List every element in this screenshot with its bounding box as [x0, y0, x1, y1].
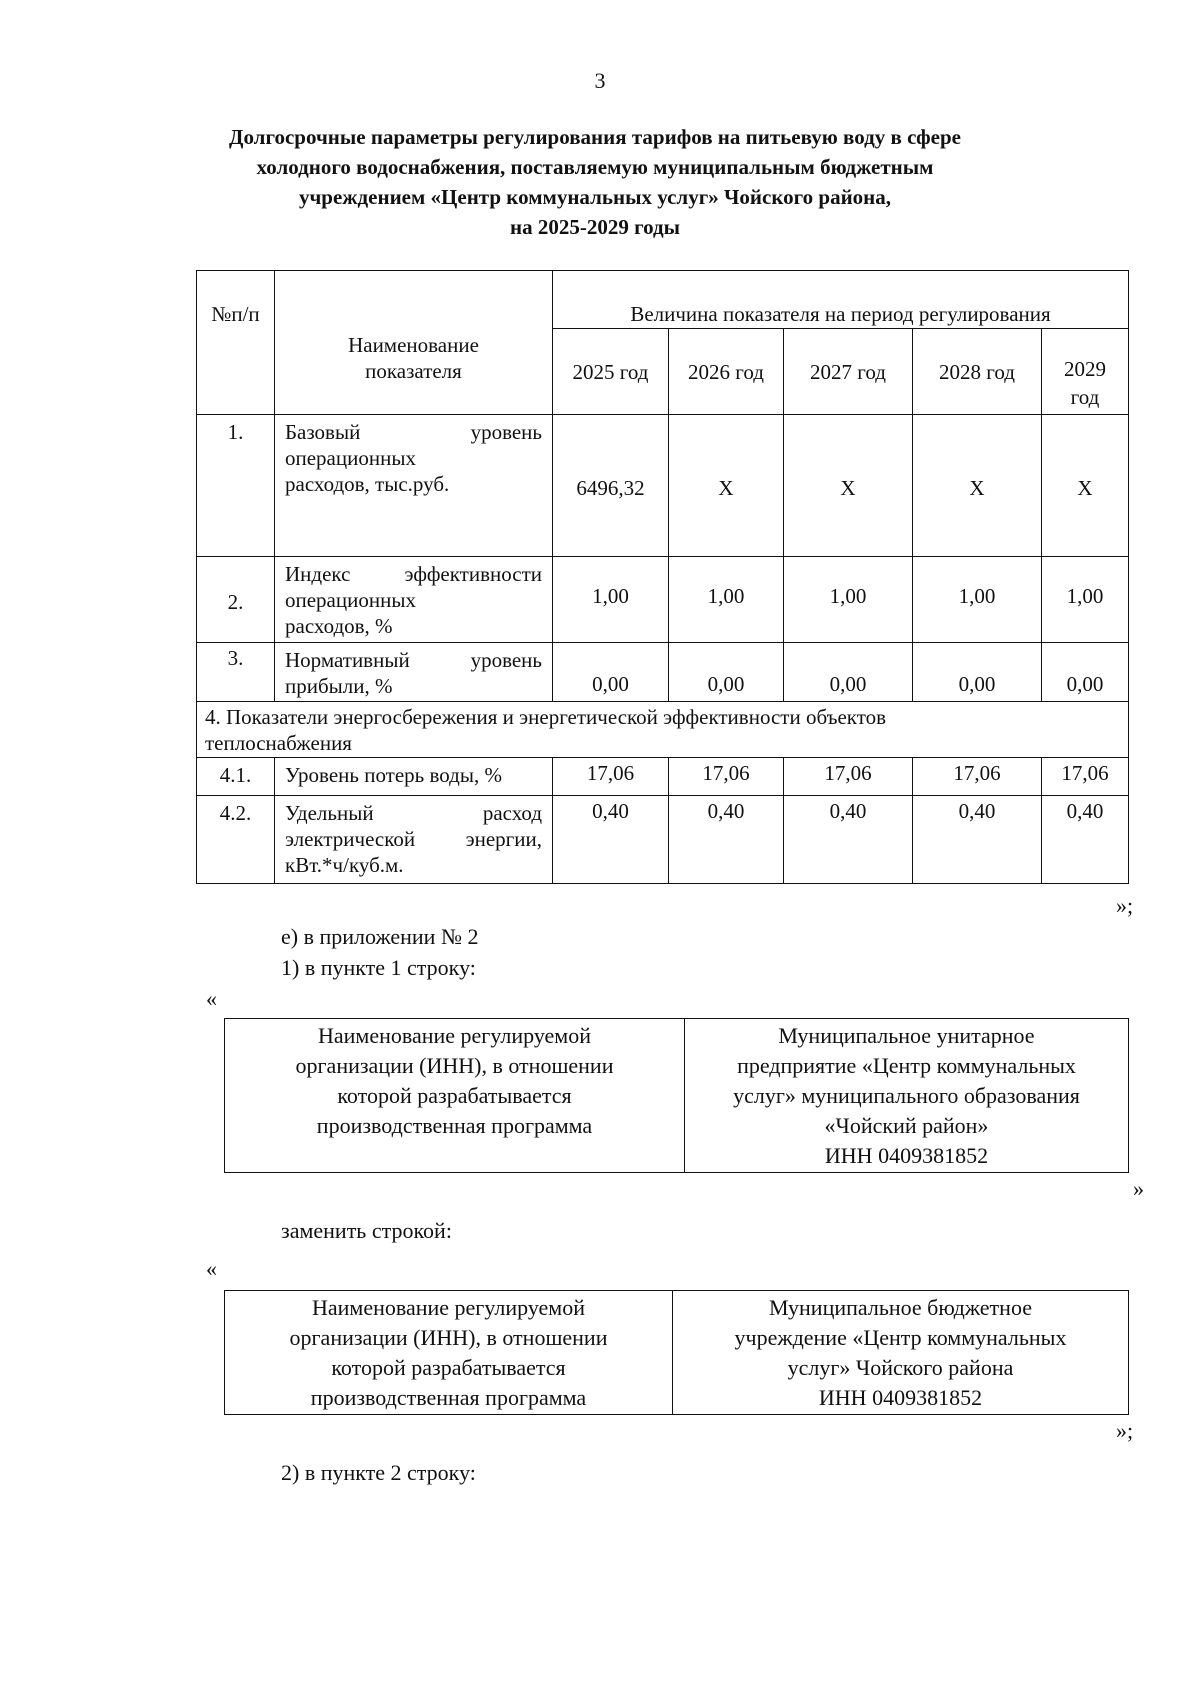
row-name-line: кВт.*ч/куб.м.	[285, 853, 404, 877]
title-line: на 2025-2029 годы	[509, 215, 681, 239]
row-name	[275, 557, 553, 643]
row-value: 1,00	[553, 557, 669, 643]
title-line: учреждением «Центр коммунальных услуг» Чойского района,	[298, 185, 892, 209]
row-name	[275, 415, 553, 557]
org-label-cell	[225, 1019, 685, 1173]
org-label-line: организации (ИНН), в отношении	[295, 1053, 614, 1078]
row-value: 1,00	[913, 557, 1042, 643]
org-label-line: которой разрабатывается	[331, 1355, 566, 1380]
row-name	[275, 758, 553, 796]
row-num: 2.	[197, 557, 275, 643]
table-row	[197, 415, 1129, 557]
row-value: 0,40	[784, 796, 913, 884]
row-value: 0,00	[1042, 643, 1129, 702]
header-num: №п/п	[197, 271, 275, 415]
header-group: Величина показателя на период регулирования	[553, 271, 1129, 329]
row-value: 0,40	[1042, 796, 1129, 884]
row-name-line: Индекс эффективности	[285, 562, 542, 586]
paragraph-2: 2) в пункте 2 строку:	[281, 1460, 476, 1485]
closing-quote: »	[1133, 1176, 1144, 1201]
org-label-cell	[225, 1291, 673, 1415]
row-value: 1,00	[669, 557, 784, 643]
row-value: 0,40	[669, 796, 784, 884]
org-value-line: ИНН 0409381852	[824, 1143, 989, 1168]
org-value-cell	[673, 1291, 1129, 1415]
paragraph-1: 1) в пункте 1 строку:	[281, 955, 476, 980]
row-value: 1,00	[784, 557, 913, 643]
row-name-line: операционных	[285, 446, 416, 470]
closing-quote: »;	[1116, 893, 1134, 918]
row-num: 4.2.	[197, 796, 275, 884]
org-value-line: ИНН 0409381852	[818, 1385, 983, 1410]
org-label-line: организации (ИНН), в отношении	[289, 1325, 608, 1350]
row-name-line: Базовый уровень	[285, 420, 542, 444]
org-label-line: Наименование регулируемой	[317, 1023, 591, 1048]
row-value: 0,00	[669, 643, 784, 702]
row-name-line: Уровень потерь воды, %	[285, 763, 502, 787]
tariff-parameters-table	[196, 270, 1129, 884]
row-name-line: расходов, %	[285, 614, 393, 638]
org-value-cell	[685, 1019, 1129, 1173]
row-value: Х	[913, 415, 1042, 557]
table-row	[197, 796, 1129, 884]
opening-quote: «	[206, 1256, 217, 1281]
row-value: 17,06	[1042, 758, 1129, 796]
org-label-line: производственная программа	[310, 1385, 587, 1410]
row-value: 6496,32	[553, 415, 669, 557]
header-name-line: показателя	[365, 358, 462, 383]
title-line: холодного водоснабжения, поставляемую муниципальным бюджетным	[256, 155, 934, 179]
header-name	[275, 271, 553, 415]
row-value: 17,06	[553, 758, 669, 796]
row-value: 0,40	[913, 796, 1042, 884]
row-value: Х	[669, 415, 784, 557]
opening-quote: «	[206, 986, 217, 1011]
paragraph-e: е) в приложении № 2	[281, 924, 479, 949]
header-name-line: Наименование	[348, 332, 479, 357]
header-year-2027: 2027 год	[784, 329, 913, 415]
document-title	[200, 122, 990, 242]
row-name-line: расходов, тыс.руб.	[285, 472, 450, 496]
row-name	[275, 796, 553, 884]
row-name-line: Нормативный уровень	[285, 648, 542, 672]
row-name-line: электрической энергии,	[285, 827, 542, 851]
row-name-line: прибыли, %	[285, 674, 393, 698]
row-value: 0,00	[784, 643, 913, 702]
row-value: Х	[1042, 415, 1129, 557]
header-year-2028: 2028 год	[913, 329, 1042, 415]
table-row	[197, 557, 1129, 643]
header-year-2029	[1042, 329, 1129, 415]
row-name-line: Удельный расход	[285, 801, 542, 825]
header-year-2029-line: 2029	[1064, 357, 1106, 381]
row-num: 4.1.	[197, 758, 275, 796]
row-value: 17,06	[669, 758, 784, 796]
row-num: 1.	[197, 415, 275, 557]
title-line: Долгосрочные параметры регулирования тарифов на питьевую воду в сфере	[229, 125, 961, 149]
org-value-line: учреждение «Центр коммунальных	[734, 1325, 1067, 1350]
org-value-line: услуг» Чойского района	[787, 1355, 1014, 1380]
row-value: 1,00	[1042, 557, 1129, 643]
table-row	[197, 643, 1129, 702]
org-value-line: услуг» муниципального образования	[733, 1083, 1080, 1108]
org-value-line: Муниципальное бюджетное	[769, 1295, 1032, 1320]
paragraph-replace: заменить строкой:	[281, 1218, 452, 1243]
row-num: 3.	[197, 643, 275, 702]
org-value-line: предприятие «Центр коммунальных	[737, 1053, 1076, 1078]
section-4-heading	[197, 702, 1129, 758]
org-label-line: производственная программа	[316, 1113, 593, 1138]
section-4-line: 4. Показатели энергосбережения и энергетической эффективности объектов	[205, 705, 887, 729]
row-name	[275, 643, 553, 702]
row-value: 0,00	[913, 643, 1042, 702]
row-value: 17,06	[913, 758, 1042, 796]
section-4-line: теплоснабжения	[205, 731, 352, 755]
org-label-line: Наименование регулируемой	[311, 1295, 585, 1320]
row-value: 0,00	[553, 643, 669, 702]
org-value-line: «Чойский район»	[824, 1113, 989, 1138]
table-row	[197, 758, 1129, 796]
row-value: 0,40	[553, 796, 669, 884]
row-value: 17,06	[784, 758, 913, 796]
header-year-2029-line: год	[1070, 385, 1100, 409]
section-row	[197, 702, 1129, 758]
org-label-line: которой разрабатывается	[337, 1083, 572, 1108]
row-name-line: операционных	[285, 588, 416, 612]
row-value: Х	[784, 415, 913, 557]
closing-quote: »;	[1116, 1418, 1134, 1443]
org-table-old	[224, 1018, 1129, 1173]
org-value-line: Муниципальное унитарное	[778, 1023, 1035, 1048]
org-table-new	[224, 1290, 1129, 1415]
header-year-2026: 2026 год	[669, 329, 784, 415]
header-year-2025: 2025 год	[553, 329, 669, 415]
page-number: 3	[594, 68, 606, 93]
